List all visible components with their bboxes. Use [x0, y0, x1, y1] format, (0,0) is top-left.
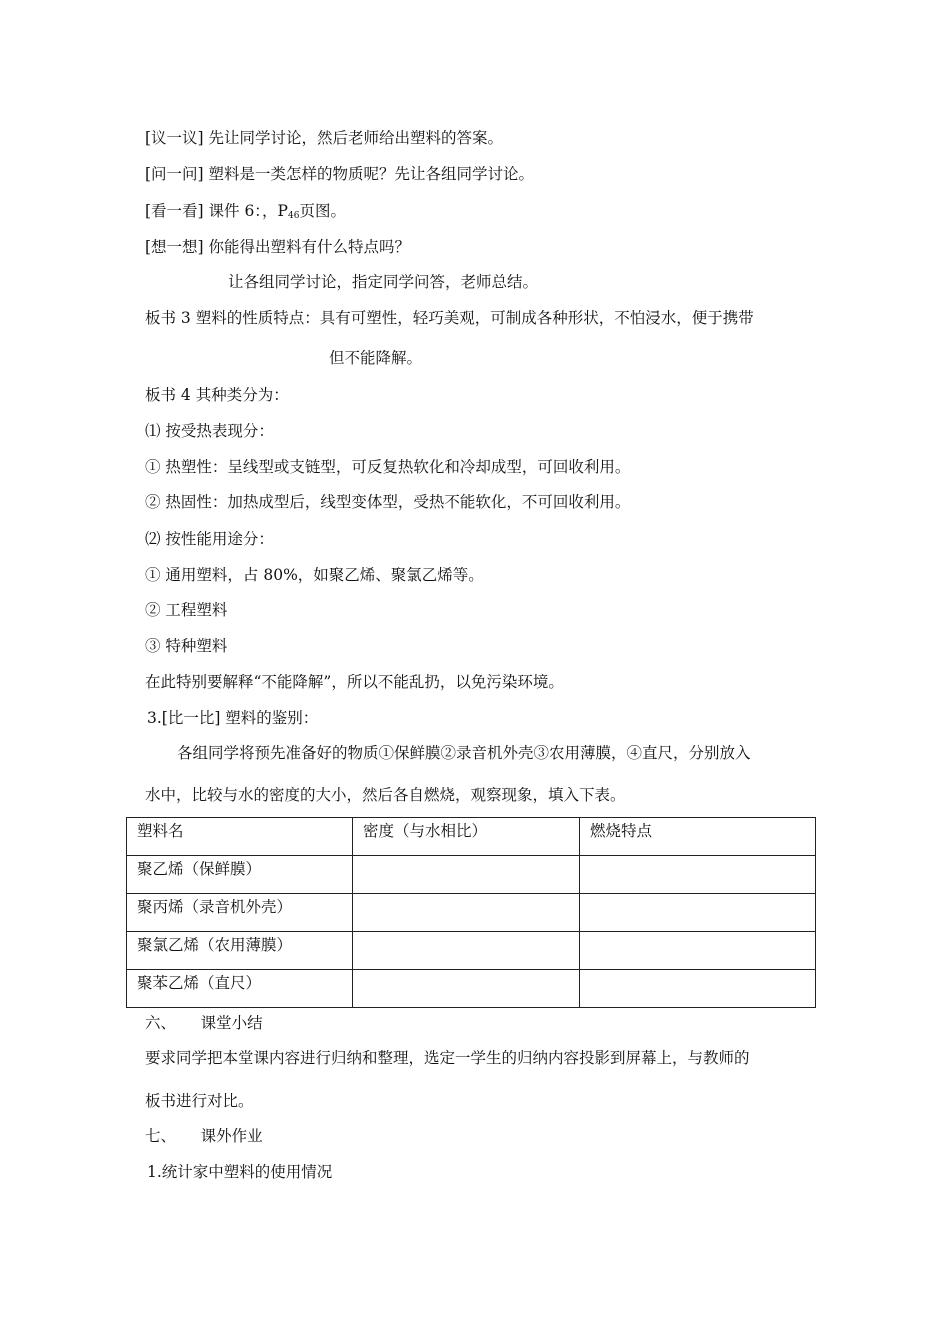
board-note-4: 板书 4 其种类分为： — [145, 386, 289, 404]
table-row — [127, 894, 816, 932]
class-summary-continued: 板书进行对比。 — [145, 1092, 254, 1110]
table-cell — [580, 894, 816, 932]
table-row — [127, 970, 816, 1008]
table-header-cell: 密度（与水相比） — [353, 818, 580, 856]
experiment-instruction-continued: 水中，比较与水的密度的大小，然后各自燃烧，观察现象，填入下表。 — [145, 786, 626, 804]
discuss-line: [议一议] 先让同学讨论，然后老师给出塑料的答案。 — [145, 129, 504, 147]
table-cell: 聚丙烯（录音机外壳） — [127, 894, 353, 932]
table-cell: 聚氯乙烯（农用薄膜） — [127, 932, 353, 970]
degradation-note: 在此特别要解释“不能降解”，所以不能乱扔，以免污染环境。 — [145, 673, 564, 691]
general-plastic-item: ① 通用塑料，占 80%，如聚乙烯、聚氯乙烯等。 — [145, 566, 484, 584]
think-line: [想一想] 你能得出塑料有什么特点吗？ — [145, 238, 411, 256]
special-plastic-item: ③ 特种塑料 — [145, 637, 228, 655]
table-row — [127, 856, 816, 894]
table-cell — [353, 894, 580, 932]
table-cell: 聚苯乙烯（直尺） — [127, 970, 353, 1008]
table-row — [127, 932, 816, 970]
thermoplastic-item: ① 热塑性：呈线型或支链型，可反复热软化和冷却成型，可回收利用。 — [145, 458, 631, 476]
table-header-cell: 燃烧特点 — [580, 818, 816, 856]
board-note-3: 板书 3 塑料的性质特点：具有可塑性，轻巧美观，可制成各种形状，不怕浸水，便于携带 — [145, 309, 754, 327]
compare-heading: 3.[比一比] 塑料的鉴别： — [147, 709, 319, 727]
table-cell — [353, 970, 580, 1008]
look-line: [看一看] 课件 6：，$P_{46}$页图。 — [145, 202, 346, 221]
table-header-cell: 塑料名 — [127, 818, 353, 856]
table-cell: 聚乙烯（保鲜膜） — [127, 856, 353, 894]
plastic-identification-table — [126, 817, 816, 1008]
summary-instruction: 让各组同学讨论，指定同学问答，老师总结。 — [228, 273, 539, 291]
classification-heat: ⑴ 按受热表现分： — [145, 422, 274, 440]
table-cell — [353, 856, 580, 894]
engineering-plastic-item: ② 工程塑料 — [145, 601, 228, 619]
table-cell — [580, 856, 816, 894]
table-cell — [353, 932, 580, 970]
experiment-instruction: 各组同学将预先准备好的物质①保鲜膜②录音机外壳③农用薄膜，④直尺，分别放入 — [177, 744, 751, 762]
thermoset-item: ② 热固性：加热成型后，线型变体型，受热不能软化，不可回收利用。 — [145, 493, 631, 511]
table-cell — [580, 932, 816, 970]
question-line: [问一问] 塑料是一类怎样的物质呢？先让各组同学讨论。 — [145, 165, 535, 183]
section-seven-heading: 七、 课外作业 — [145, 1127, 263, 1145]
board-note-3-continued: 但不能降解。 — [329, 349, 423, 367]
table-header-row — [127, 818, 816, 856]
homework-item-1: 1.统计家中塑料的使用情况 — [147, 1163, 333, 1181]
table-cell — [580, 970, 816, 1008]
classification-use: ⑵ 按性能用途分： — [145, 530, 274, 548]
section-six-heading: 六、 课堂小结 — [145, 1014, 263, 1032]
class-summary-instruction: 要求同学把本堂课内容进行归纳和整理，选定一学生的归纳内容投影到屏幕上，与教师的 — [145, 1049, 750, 1067]
